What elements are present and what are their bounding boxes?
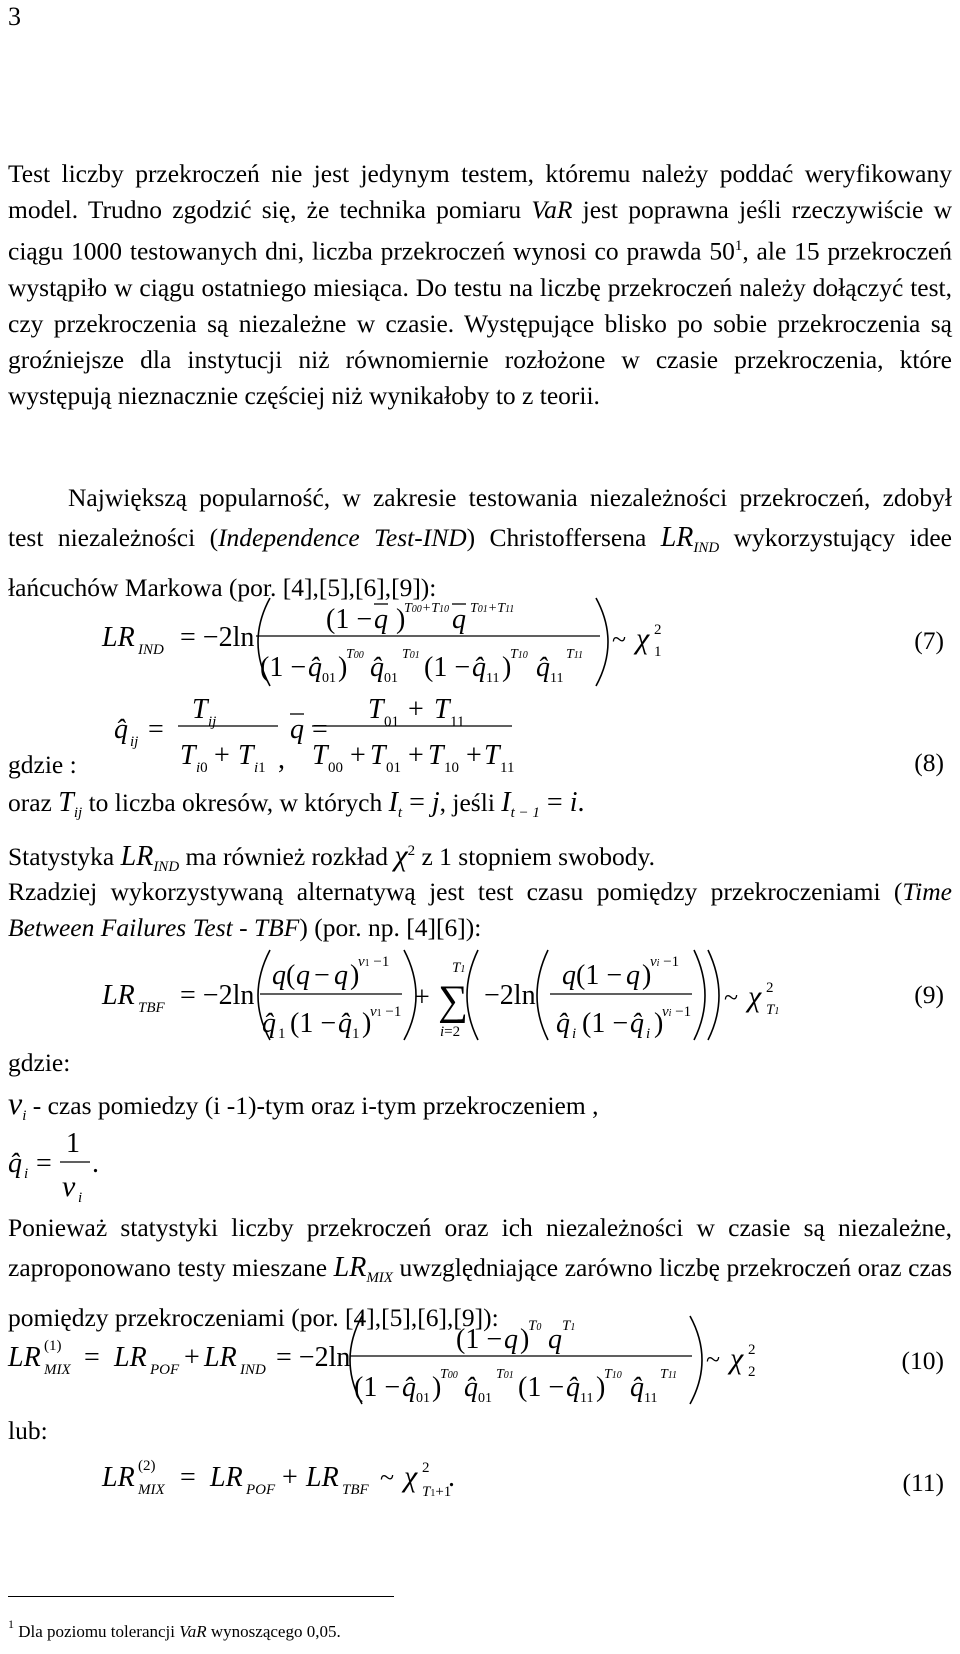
svg-text:T1: T1	[452, 960, 466, 976]
svg-text:2: 2	[748, 1342, 756, 1358]
svg-text:χ: χ	[636, 622, 650, 655]
svg-text:q: q	[272, 960, 286, 991]
svg-text:(: (	[286, 960, 296, 991]
svg-text:2: 2	[422, 1460, 430, 1476]
svg-text:χ: χ	[404, 1460, 418, 1493]
equation-q-hat-i	[0, 1122, 960, 1212]
svg-text:TBF: TBF	[342, 1482, 369, 1498]
svg-text:01: 01	[384, 714, 399, 730]
paragraph-mixed-tests: Ponieważ statystyki liczby przekroczeń oraz ich niezależności w czasie są niezależne, zaproponowano testy mieszane $LR_{MIX}$ uwzględniające zarówno liczbę przekroczeń oraz czas pomiędzy przekroczeniami (por. [4],[5],[6],[9]):	[8, 1213, 953, 1332]
svg-text:T: T	[238, 740, 254, 771]
svg-text:11: 11	[550, 671, 564, 686]
svg-text:+: +	[408, 740, 424, 771]
svg-text:i: i	[24, 1166, 29, 1182]
svg-text:T00: T00	[440, 1367, 458, 1382]
svg-text:2: 2	[766, 980, 774, 996]
svg-text:): )	[596, 1372, 606, 1403]
svg-text:i: i	[78, 1190, 83, 1206]
paragraph-tbf: Rzadziej wykorzystywaną alternatywą jest test czasu pomiędzy przekroczeniami (Time Between Failures Test - TBF) (por. np. [4][6]):	[8, 877, 952, 942]
svg-text:vi −1: vi −1	[662, 1004, 692, 1020]
svg-text:(1 −: (1 −	[424, 652, 471, 683]
page-number: 3	[8, 2, 21, 31]
svg-text:T01+T11: T01+T11	[470, 601, 515, 616]
svg-text:T: T	[180, 740, 196, 771]
svg-text:TBF: TBF	[138, 1000, 165, 1016]
svg-text:T: T	[192, 694, 208, 725]
svg-text:(1 −: (1 −	[354, 1372, 401, 1403]
svg-text:00: 00	[328, 760, 343, 776]
oraz-line: oraz $T_{ij}$ to liczba okresów, w których $I_t = j$, jeśli $I_{t - 1} = i$.	[8, 787, 585, 821]
svg-text:(1): (1)	[44, 1338, 62, 1354]
svg-text:LR: LR	[102, 622, 135, 653]
svg-text:T1: T1	[766, 1002, 780, 1018]
svg-text:T: T	[370, 740, 386, 771]
equation-lr-tbf	[0, 940, 960, 1050]
svg-text:01: 01	[322, 671, 336, 686]
equation-lr-mix-1	[0, 1310, 960, 1410]
svg-text:χ: χ	[748, 980, 762, 1013]
equation-lr-mix-2	[0, 1444, 960, 1514]
svg-text:11: 11	[580, 1391, 594, 1406]
svg-text:): )	[362, 1008, 372, 1039]
svg-text:MIX: MIX	[138, 1482, 165, 1498]
svg-text:): )	[520, 1324, 530, 1355]
svg-text:~: ~	[724, 983, 739, 1012]
svg-text:q̂: q̂	[566, 1372, 580, 1403]
svg-text:=: =	[84, 1342, 100, 1373]
svg-text:): )	[338, 652, 348, 683]
svg-text:IND: IND	[240, 1362, 266, 1378]
svg-text:LR: LR	[210, 1462, 243, 1493]
svg-text:T11: T11	[660, 1367, 678, 1382]
svg-text:1: 1	[66, 1128, 80, 1159]
svg-text:(1 −: (1 −	[326, 604, 373, 635]
gdzie-label-2: gdzie:	[8, 1048, 71, 1077]
svg-text:.: .	[448, 1462, 455, 1493]
svg-text:T11: T11	[566, 647, 584, 662]
svg-text:T0: T0	[528, 1318, 542, 1334]
svg-text:= −2ln: = −2ln	[180, 980, 255, 1011]
svg-text:+: +	[184, 1342, 200, 1373]
svg-text:T00: T00	[346, 647, 364, 662]
svg-text:q: q	[452, 604, 466, 635]
svg-text:T: T	[368, 694, 384, 725]
svg-text:ij: ij	[208, 714, 217, 730]
svg-text:q̂: q̂	[536, 652, 550, 683]
svg-text:ν: ν	[62, 1170, 76, 1203]
svg-text:LR: LR	[114, 1342, 147, 1373]
svg-text:T00+T10: T00+T10	[404, 601, 450, 616]
svg-text:q̂: q̂	[630, 1008, 644, 1039]
svg-text:ij: ij	[130, 734, 139, 750]
svg-text:vi −1: vi −1	[650, 954, 680, 970]
equation-number-9: (9)	[914, 980, 944, 1009]
gdzie-label: gdzie :	[8, 750, 77, 779]
svg-text:q̂: q̂	[464, 1372, 478, 1403]
svg-text:): )	[432, 1372, 442, 1403]
svg-text:i0: i0	[196, 760, 208, 776]
svg-text:11: 11	[644, 1391, 658, 1406]
svg-text:=: =	[148, 714, 164, 745]
svg-text:): )	[350, 960, 360, 991]
svg-text:q: q	[296, 960, 310, 991]
svg-text:(1 −: (1 −	[290, 1008, 337, 1039]
svg-text:q: q	[626, 960, 640, 991]
svg-text:q: q	[334, 960, 348, 991]
svg-text:T: T	[484, 740, 500, 771]
svg-text:(1 −: (1 −	[518, 1372, 565, 1403]
svg-text:1: 1	[654, 644, 662, 660]
svg-text:q: q	[562, 960, 576, 991]
svg-text:LR: LR	[102, 1462, 135, 1493]
svg-text:2: 2	[654, 622, 662, 638]
svg-text:∑: ∑	[438, 978, 468, 1024]
svg-text:POF: POF	[246, 1482, 276, 1498]
svg-text:): )	[396, 604, 406, 635]
svg-text:1: 1	[278, 1026, 286, 1042]
svg-text:q̂: q̂	[472, 652, 486, 683]
svg-text:=: =	[312, 714, 328, 745]
equation-number-10: (10)	[901, 1346, 944, 1375]
svg-text:~: ~	[380, 1463, 395, 1492]
svg-text:01: 01	[386, 760, 401, 776]
svg-text:T1+1: T1+1	[422, 1484, 452, 1500]
footnote-ref: 1	[734, 238, 743, 254]
svg-text:01: 01	[416, 1391, 430, 1406]
svg-text:(1 −: (1 −	[260, 652, 307, 683]
svg-text:LR: LR	[204, 1342, 237, 1373]
svg-text:11: 11	[486, 671, 500, 686]
statystyka-line: Statystyka $LR_{IND}$ ma również rozkład $\chi^2$ z 1 stopniem swobody.	[8, 839, 655, 875]
svg-text:1: 1	[352, 1026, 360, 1042]
svg-text:.: .	[92, 1148, 99, 1179]
nu-definition: $\nu_i$ - czas pomiedzy (i -1)-tym oraz i-tym przekroczeniem ,	[8, 1085, 599, 1124]
svg-text:= −2ln: = −2ln	[276, 1342, 351, 1373]
paragraph-exceedance-count: Test liczby przekroczeń nie jest jedynym testem, któremu należy poddać weryfikowany model. Trudno zgodzić się, że technika pomiaru VaR jest poprawna jeśli rzeczywiście w ciągu 1000 testowanych dni, liczba przekroczeń wynosi co prawda $50^1$, ale 15 przekroczeń wystąpiło w ciągu ostatniego miesiąca. Do testu na liczbę przekroczeń należy dołączyć test, czy przekroczenia są niezależne w czasie. Występujące blisko po sobie przekroczenia są groźniejsze dla instytucji niż równomiernie rozłożone w czasie przekroczenia, które występują nieznacznie częściej niż wynikałoby to z teorii.	[8, 159, 952, 410]
svg-text:−: −	[314, 960, 330, 991]
svg-text:+: +	[466, 740, 482, 771]
svg-text:= −2ln: = −2ln	[180, 622, 255, 653]
svg-text:T: T	[428, 740, 444, 771]
equation-number-11: (11)	[902, 1468, 944, 1497]
svg-text:T01: T01	[402, 647, 420, 662]
svg-text:i: i	[572, 1026, 577, 1042]
svg-text:q: q	[504, 1324, 518, 1355]
svg-text:+: +	[282, 1462, 298, 1493]
svg-text:,: ,	[278, 744, 285, 775]
svg-text:(2): (2)	[138, 1458, 156, 1474]
svg-text:q̂: q̂	[556, 1008, 570, 1039]
svg-text:−2ln: −2ln	[484, 980, 536, 1011]
svg-text:+: +	[414, 982, 430, 1013]
svg-text:LR: LR	[8, 1342, 41, 1373]
svg-text:i: i	[646, 1026, 651, 1042]
svg-text:q̂: q̂	[262, 1008, 276, 1039]
svg-text:q̂: q̂	[308, 652, 322, 683]
svg-text:v1 −1: v1 −1	[358, 954, 390, 970]
svg-text:q: q	[374, 604, 388, 635]
svg-text:+: +	[350, 740, 366, 771]
svg-text:(1 −: (1 −	[456, 1324, 503, 1355]
svg-text:q̂: q̂	[402, 1372, 416, 1403]
svg-text:χ: χ	[730, 1342, 744, 1375]
svg-text:q: q	[548, 1324, 562, 1355]
svg-text:q̂: q̂	[114, 714, 128, 745]
svg-text:v1 −1: v1 −1	[370, 1004, 402, 1020]
svg-text:q: q	[290, 714, 304, 745]
svg-text:T10: T10	[510, 647, 528, 662]
svg-text:~: ~	[706, 1345, 721, 1374]
footnote-rule	[8, 1596, 394, 1597]
equation-number-7: (7)	[914, 626, 944, 655]
svg-text:(1 −: (1 −	[582, 1008, 629, 1039]
footnote: $^1$ Dla poziomu tolerancji VaR wynoszącego 0,05.	[8, 1617, 341, 1641]
svg-text:q̂: q̂	[8, 1148, 22, 1179]
svg-text:LR: LR	[306, 1462, 339, 1493]
svg-text:=: =	[180, 1462, 196, 1493]
svg-text:+: +	[214, 740, 230, 771]
svg-text:01: 01	[384, 671, 398, 686]
svg-text:T01: T01	[496, 1367, 514, 1382]
svg-text:=: =	[36, 1148, 52, 1179]
svg-text:11: 11	[450, 714, 465, 730]
svg-text:MIX: MIX	[44, 1362, 71, 1378]
svg-text:T: T	[312, 740, 328, 771]
svg-text:T: T	[434, 694, 450, 725]
svg-text:LR: LR	[102, 980, 135, 1011]
svg-text:q̂: q̂	[630, 1372, 644, 1403]
svg-text:T10: T10	[604, 1367, 622, 1382]
svg-text:i1: i1	[254, 760, 266, 776]
svg-text:q̂: q̂	[370, 652, 384, 683]
svg-text:2: 2	[748, 1364, 756, 1380]
paragraph-independence-test: Największą popularność, w zakresie testowania niezależności przekroczeń, zdobył test niezależności (Independence Test-IND) Christoffersena $LR_{IND}$ wykorzystujący idee łańcuchów Markowa (por. [4],[5],[6],[9]):	[8, 483, 952, 602]
svg-text:IND: IND	[138, 642, 164, 658]
svg-text:T1: T1	[562, 1318, 576, 1334]
svg-text:): )	[654, 1008, 664, 1039]
svg-text:11: 11	[500, 760, 515, 776]
svg-text:): )	[642, 960, 652, 991]
svg-text:01: 01	[478, 1391, 492, 1406]
lub-label: lub:	[8, 1416, 48, 1445]
svg-text:10: 10	[444, 760, 459, 776]
svg-text:POF: POF	[150, 1362, 180, 1378]
svg-text:(1 −: (1 −	[576, 960, 623, 991]
svg-text:~: ~	[612, 625, 627, 654]
svg-text:q̂: q̂	[338, 1008, 352, 1039]
svg-text:): )	[502, 652, 512, 683]
equation-number-8: (8)	[914, 748, 944, 777]
svg-text:+: +	[408, 694, 424, 725]
svg-text:i=2: i=2	[440, 1024, 461, 1040]
